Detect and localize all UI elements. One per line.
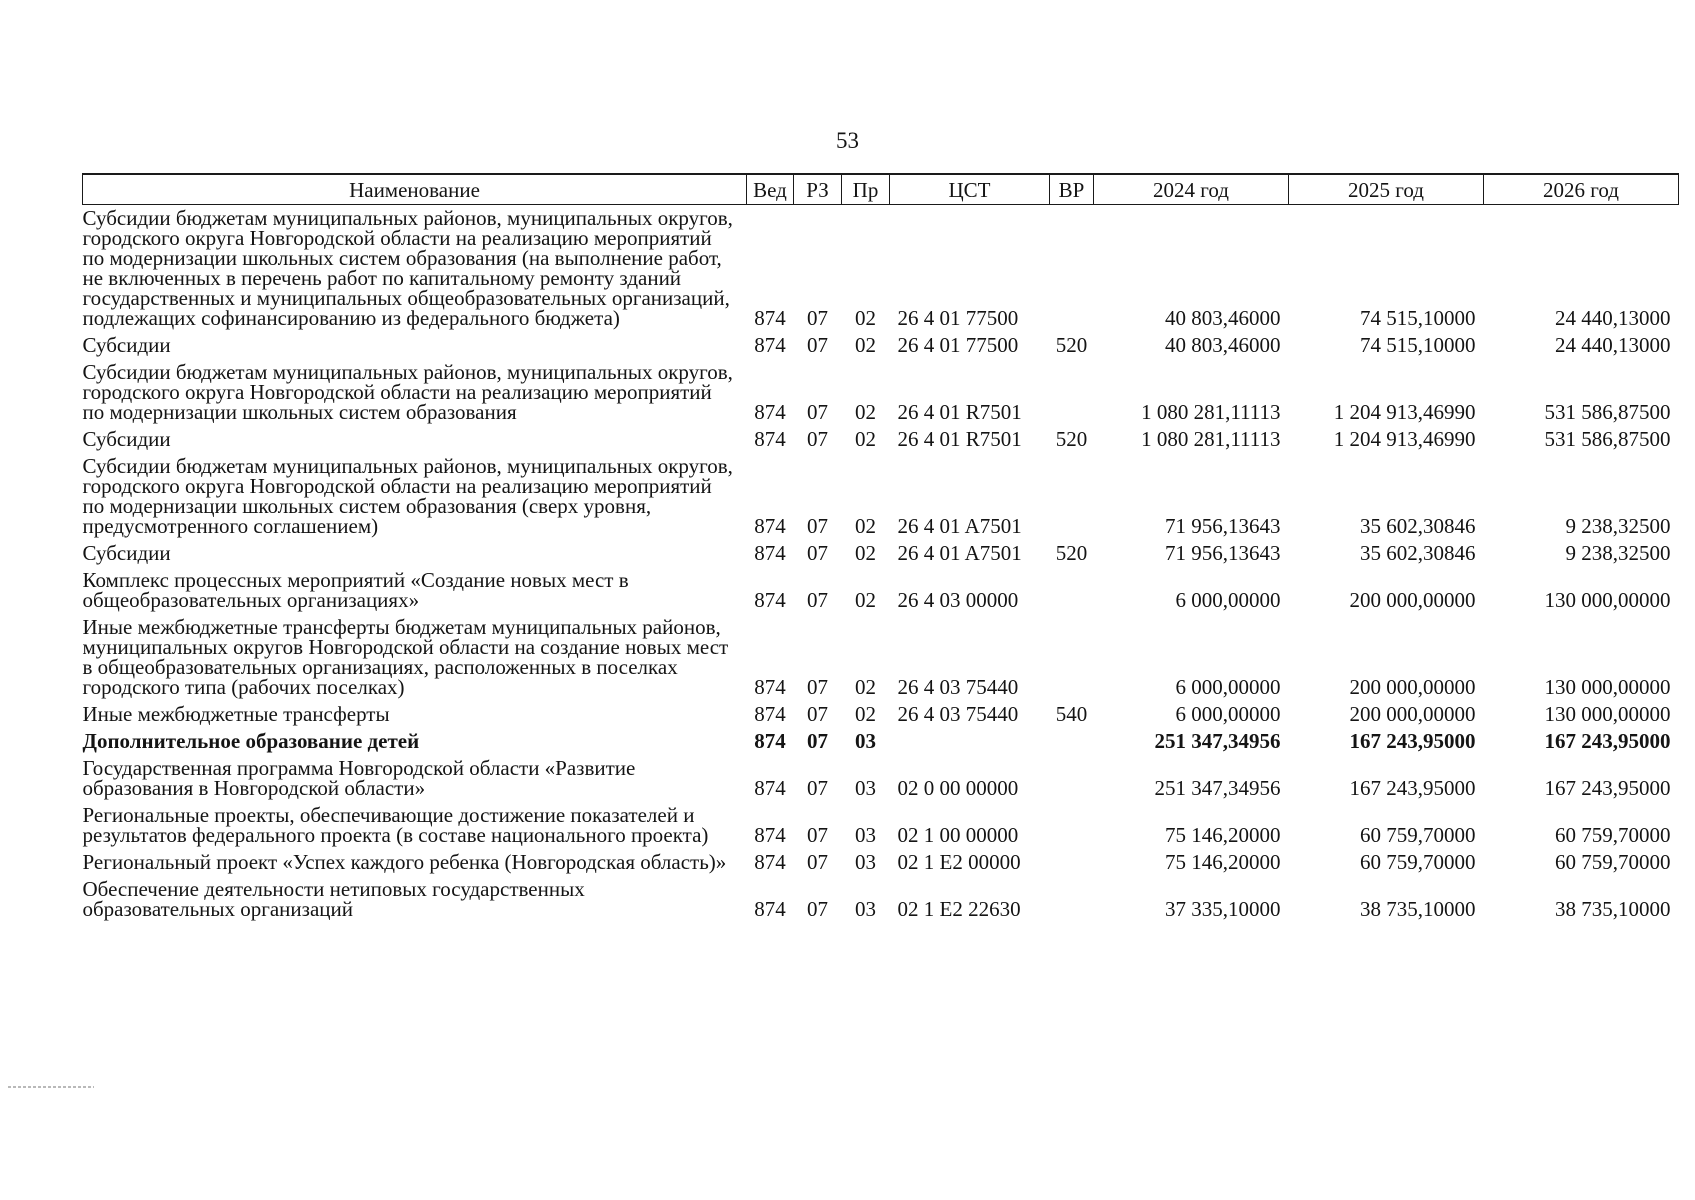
- cell-2025: 60 759,70000: [1360, 850, 1476, 874]
- cell-rz: 07: [807, 823, 828, 847]
- cell-name: Региональный проект «Успех каждого ребенка (Новгородская область)»: [82, 850, 727, 874]
- cell-pr: 02: [855, 333, 876, 357]
- budget-table: [82, 173, 1679, 923]
- cell-vr: [1050, 802, 1094, 849]
- cell-2024: 1 080 281,11113: [1141, 400, 1281, 424]
- table-row: [83, 453, 1679, 540]
- cell-cst: 26 4 01 77500: [897, 333, 1019, 357]
- cell-ved: 874: [754, 588, 786, 612]
- scan-artifact: [8, 1086, 94, 1088]
- header-2026: 2026 год: [1484, 174, 1679, 205]
- cell-2026: 167 243,95000: [1544, 729, 1671, 753]
- cell-name: Государственная программа Новгородской области «Развитие образования в Новгородской области»: [82, 756, 636, 800]
- cell-2024: 71 956,13643: [1165, 514, 1281, 538]
- cell-2024: 6 000,00000: [1175, 588, 1281, 612]
- header-ved: Вед: [747, 174, 794, 205]
- cell-rz: 07: [807, 897, 828, 921]
- cell-cst: 02 1 E2 22630: [897, 897, 1021, 921]
- cell-ved: 874: [754, 776, 786, 800]
- cell-2026: 130 000,00000: [1544, 588, 1671, 612]
- cell-ved: 874: [754, 514, 786, 538]
- page-number: 53: [836, 128, 859, 153]
- cell-vr: [1050, 453, 1094, 540]
- cell-name: Субсидии бюджетам муниципальных районов, муниципальных округов, городского округа Новгородской области на реализацию мероприятий по модернизации школьных систем образования (сверх уровня, предусмотренного соглашением): [82, 454, 733, 538]
- cell-2026: 9 238,32500: [1565, 541, 1671, 565]
- table-row: [83, 849, 1679, 876]
- cell-2024: 1 080 281,11113: [1141, 427, 1281, 451]
- cell-pr: 02: [855, 588, 876, 612]
- header-name: Наименование: [83, 174, 747, 205]
- cell-2025: 74 515,10000: [1360, 306, 1476, 330]
- cell-rz: 07: [807, 702, 828, 726]
- cell-2024: 75 146,20000: [1165, 850, 1281, 874]
- cell-name: Обеспечение деятельности нетиповых государственных образовательных организаций: [82, 877, 585, 921]
- cell-2025: 74 515,10000: [1360, 333, 1476, 357]
- cell-rz: 07: [807, 514, 828, 538]
- cell-rz: 07: [807, 675, 828, 699]
- cell-2026: 531 586,87500: [1544, 427, 1671, 451]
- cell-2026: 130 000,00000: [1544, 702, 1671, 726]
- cell-2025: 167 243,95000: [1349, 729, 1476, 753]
- cell-cst: 02 1 00 00000: [897, 823, 1019, 847]
- cell-pr: 02: [855, 400, 876, 424]
- cell-2026: 9 238,32500: [1565, 514, 1671, 538]
- cell-2024: 40 803,46000: [1165, 306, 1281, 330]
- cell-pr: 02: [855, 541, 876, 565]
- cell-rz: 07: [807, 541, 828, 565]
- cell-2025: 38 735,10000: [1360, 897, 1476, 921]
- header-cst: ЦСТ: [890, 174, 1050, 205]
- cell-cst: 02 0 00 00000: [897, 776, 1019, 800]
- cell-2025: 60 759,70000: [1360, 823, 1476, 847]
- table-row: [83, 876, 1679, 923]
- cell-vr: [1050, 359, 1094, 426]
- cell-2026: 38 735,10000: [1555, 897, 1671, 921]
- cell-2025: 200 000,00000: [1349, 675, 1476, 699]
- table-body: [83, 205, 1679, 924]
- cell-vr: 520: [1055, 427, 1088, 451]
- cell-ved: 874: [754, 897, 786, 921]
- cell-cst: 26 4 03 00000: [897, 588, 1019, 612]
- cell-cst: 26 4 01 A7501: [897, 514, 1022, 538]
- cell-2024: 6 000,00000: [1175, 702, 1281, 726]
- cell-pr: 02: [855, 514, 876, 538]
- cell-ved: 874: [754, 850, 786, 874]
- cell-name: Субсидии: [82, 333, 171, 357]
- header-rz: РЗ: [794, 174, 842, 205]
- cell-cst: 26 4 01 77500: [897, 306, 1019, 330]
- header-pr: Пр: [842, 174, 890, 205]
- table-header: [83, 174, 1679, 205]
- cell-pr: 03: [855, 823, 876, 847]
- table-row: [83, 567, 1679, 614]
- cell-ved: 874: [754, 702, 786, 726]
- cell-cst: 26 4 01 A7501: [897, 541, 1022, 565]
- cell-name: Субсидии: [82, 427, 171, 451]
- cell-cst: 26 4 01 R7501: [897, 427, 1022, 451]
- cell-name: Субсидии бюджетам муниципальных районов, муниципальных округов, городского округа Новгородской области на реализацию мероприятий по модернизации школьных систем образования (на выполнение работ, не включенных в перечень работ по капитальному ремонту зданий государственных и муниципальных общеобразовательных организаций, подлежащих софинансированию из федерального бюджета): [82, 206, 733, 330]
- cell-name: Комплекс процессных мероприятий «Создание новых мест в общеобразовательных организациях»: [82, 568, 629, 612]
- cell-rz: 07: [807, 850, 828, 874]
- table-row: [83, 359, 1679, 426]
- cell-pr: 03: [855, 729, 876, 753]
- cell-name: Субсидии: [82, 541, 171, 565]
- header-row: [83, 174, 1679, 205]
- cell-2026: 24 440,13000: [1555, 333, 1671, 357]
- cell-2025: 200 000,00000: [1349, 702, 1476, 726]
- cell-2025: 200 000,00000: [1349, 588, 1476, 612]
- cell-ved: 874: [754, 306, 786, 330]
- cell-name: Региональные проекты, обеспечивающие достижение показателей и результатов федерального проекта (в составе национального проекта): [82, 803, 709, 847]
- cell-vr: 540: [1055, 702, 1088, 726]
- cell-pr: 02: [855, 702, 876, 726]
- cell-2024: 40 803,46000: [1165, 333, 1281, 357]
- cell-vr: [1050, 876, 1094, 923]
- cell-2026: 531 586,87500: [1544, 400, 1671, 424]
- cell-vr: [1050, 728, 1094, 755]
- cell-vr: [1050, 614, 1094, 701]
- table-row: [83, 728, 1679, 755]
- cell-vr: 520: [1055, 541, 1088, 565]
- cell-cst: 02 1 E2 00000: [897, 850, 1021, 874]
- cell-2024: 75 146,20000: [1165, 823, 1281, 847]
- cell-ved: 874: [754, 400, 786, 424]
- table-row: [83, 802, 1679, 849]
- cell-2025: 1 204 913,46990: [1333, 427, 1476, 451]
- cell-rz: 07: [807, 776, 828, 800]
- cell-2024: 37 335,10000: [1165, 897, 1281, 921]
- cell-cst: 26 4 01 R7501: [897, 400, 1022, 424]
- cell-cst: [890, 728, 1050, 755]
- cell-2025: 35 602,30846: [1360, 514, 1476, 538]
- cell-pr: 02: [855, 675, 876, 699]
- header-vr: ВР: [1050, 174, 1094, 205]
- cell-2026: 60 759,70000: [1555, 850, 1671, 874]
- cell-ved: 874: [754, 333, 786, 357]
- cell-2025: 1 204 913,46990: [1333, 400, 1476, 424]
- table-row: [83, 205, 1679, 333]
- cell-vr: [1050, 205, 1094, 333]
- cell-pr: 02: [855, 306, 876, 330]
- header-2024: 2024 год: [1094, 174, 1289, 205]
- cell-ved: 874: [754, 675, 786, 699]
- cell-name: Дополнительное образование детей: [82, 729, 420, 753]
- cell-2026: 167 243,95000: [1544, 776, 1671, 800]
- cell-rz: 07: [807, 333, 828, 357]
- cell-ved: 874: [754, 541, 786, 565]
- cell-2025: 35 602,30846: [1360, 541, 1476, 565]
- table-row: [83, 614, 1679, 701]
- cell-rz: 07: [807, 588, 828, 612]
- cell-pr: 03: [855, 776, 876, 800]
- cell-name: Иные межбюджетные трансферты: [82, 702, 390, 726]
- table-row: [83, 701, 1679, 728]
- cell-ved: 874: [754, 729, 786, 753]
- cell-rz: 07: [807, 306, 828, 330]
- cell-vr: [1050, 755, 1094, 802]
- cell-pr: 03: [855, 850, 876, 874]
- header-2025: 2025 год: [1289, 174, 1484, 205]
- cell-name: Субсидии бюджетам муниципальных районов, муниципальных округов, городского округа Новгородской области на реализацию мероприятий по модернизации школьных систем образования: [82, 360, 733, 424]
- cell-2026: 24 440,13000: [1555, 306, 1671, 330]
- cell-vr: [1050, 849, 1094, 876]
- cell-ved: 874: [754, 427, 786, 451]
- cell-2024: 6 000,00000: [1175, 675, 1281, 699]
- cell-pr: 02: [855, 427, 876, 451]
- table-row: [83, 540, 1679, 567]
- cell-vr: 520: [1055, 333, 1088, 357]
- cell-rz: 07: [807, 729, 828, 753]
- cell-pr: 03: [855, 897, 876, 921]
- cell-2024: 251 347,34956: [1154, 776, 1281, 800]
- cell-name: Иные межбюджетные трансферты бюджетам муниципальных районов, муниципальных округов Новгородской области на создание новых мест в общеобразовательных организациях, расположенных в поселках городского типа (рабочих поселках): [82, 615, 729, 699]
- cell-2025: 167 243,95000: [1349, 776, 1476, 800]
- cell-2026: 130 000,00000: [1544, 675, 1671, 699]
- cell-2024: 251 347,34956: [1154, 729, 1281, 753]
- cell-rz: 07: [807, 427, 828, 451]
- cell-2026: 60 759,70000: [1555, 823, 1671, 847]
- table-row: [83, 755, 1679, 802]
- table-row: [83, 332, 1679, 359]
- cell-2024: 71 956,13643: [1165, 541, 1281, 565]
- table-row: [83, 426, 1679, 453]
- cell-cst: 26 4 03 75440: [897, 702, 1019, 726]
- cell-vr: [1050, 567, 1094, 614]
- cell-ved: 874: [754, 823, 786, 847]
- cell-cst: 26 4 03 75440: [897, 675, 1019, 699]
- cell-rz: 07: [807, 400, 828, 424]
